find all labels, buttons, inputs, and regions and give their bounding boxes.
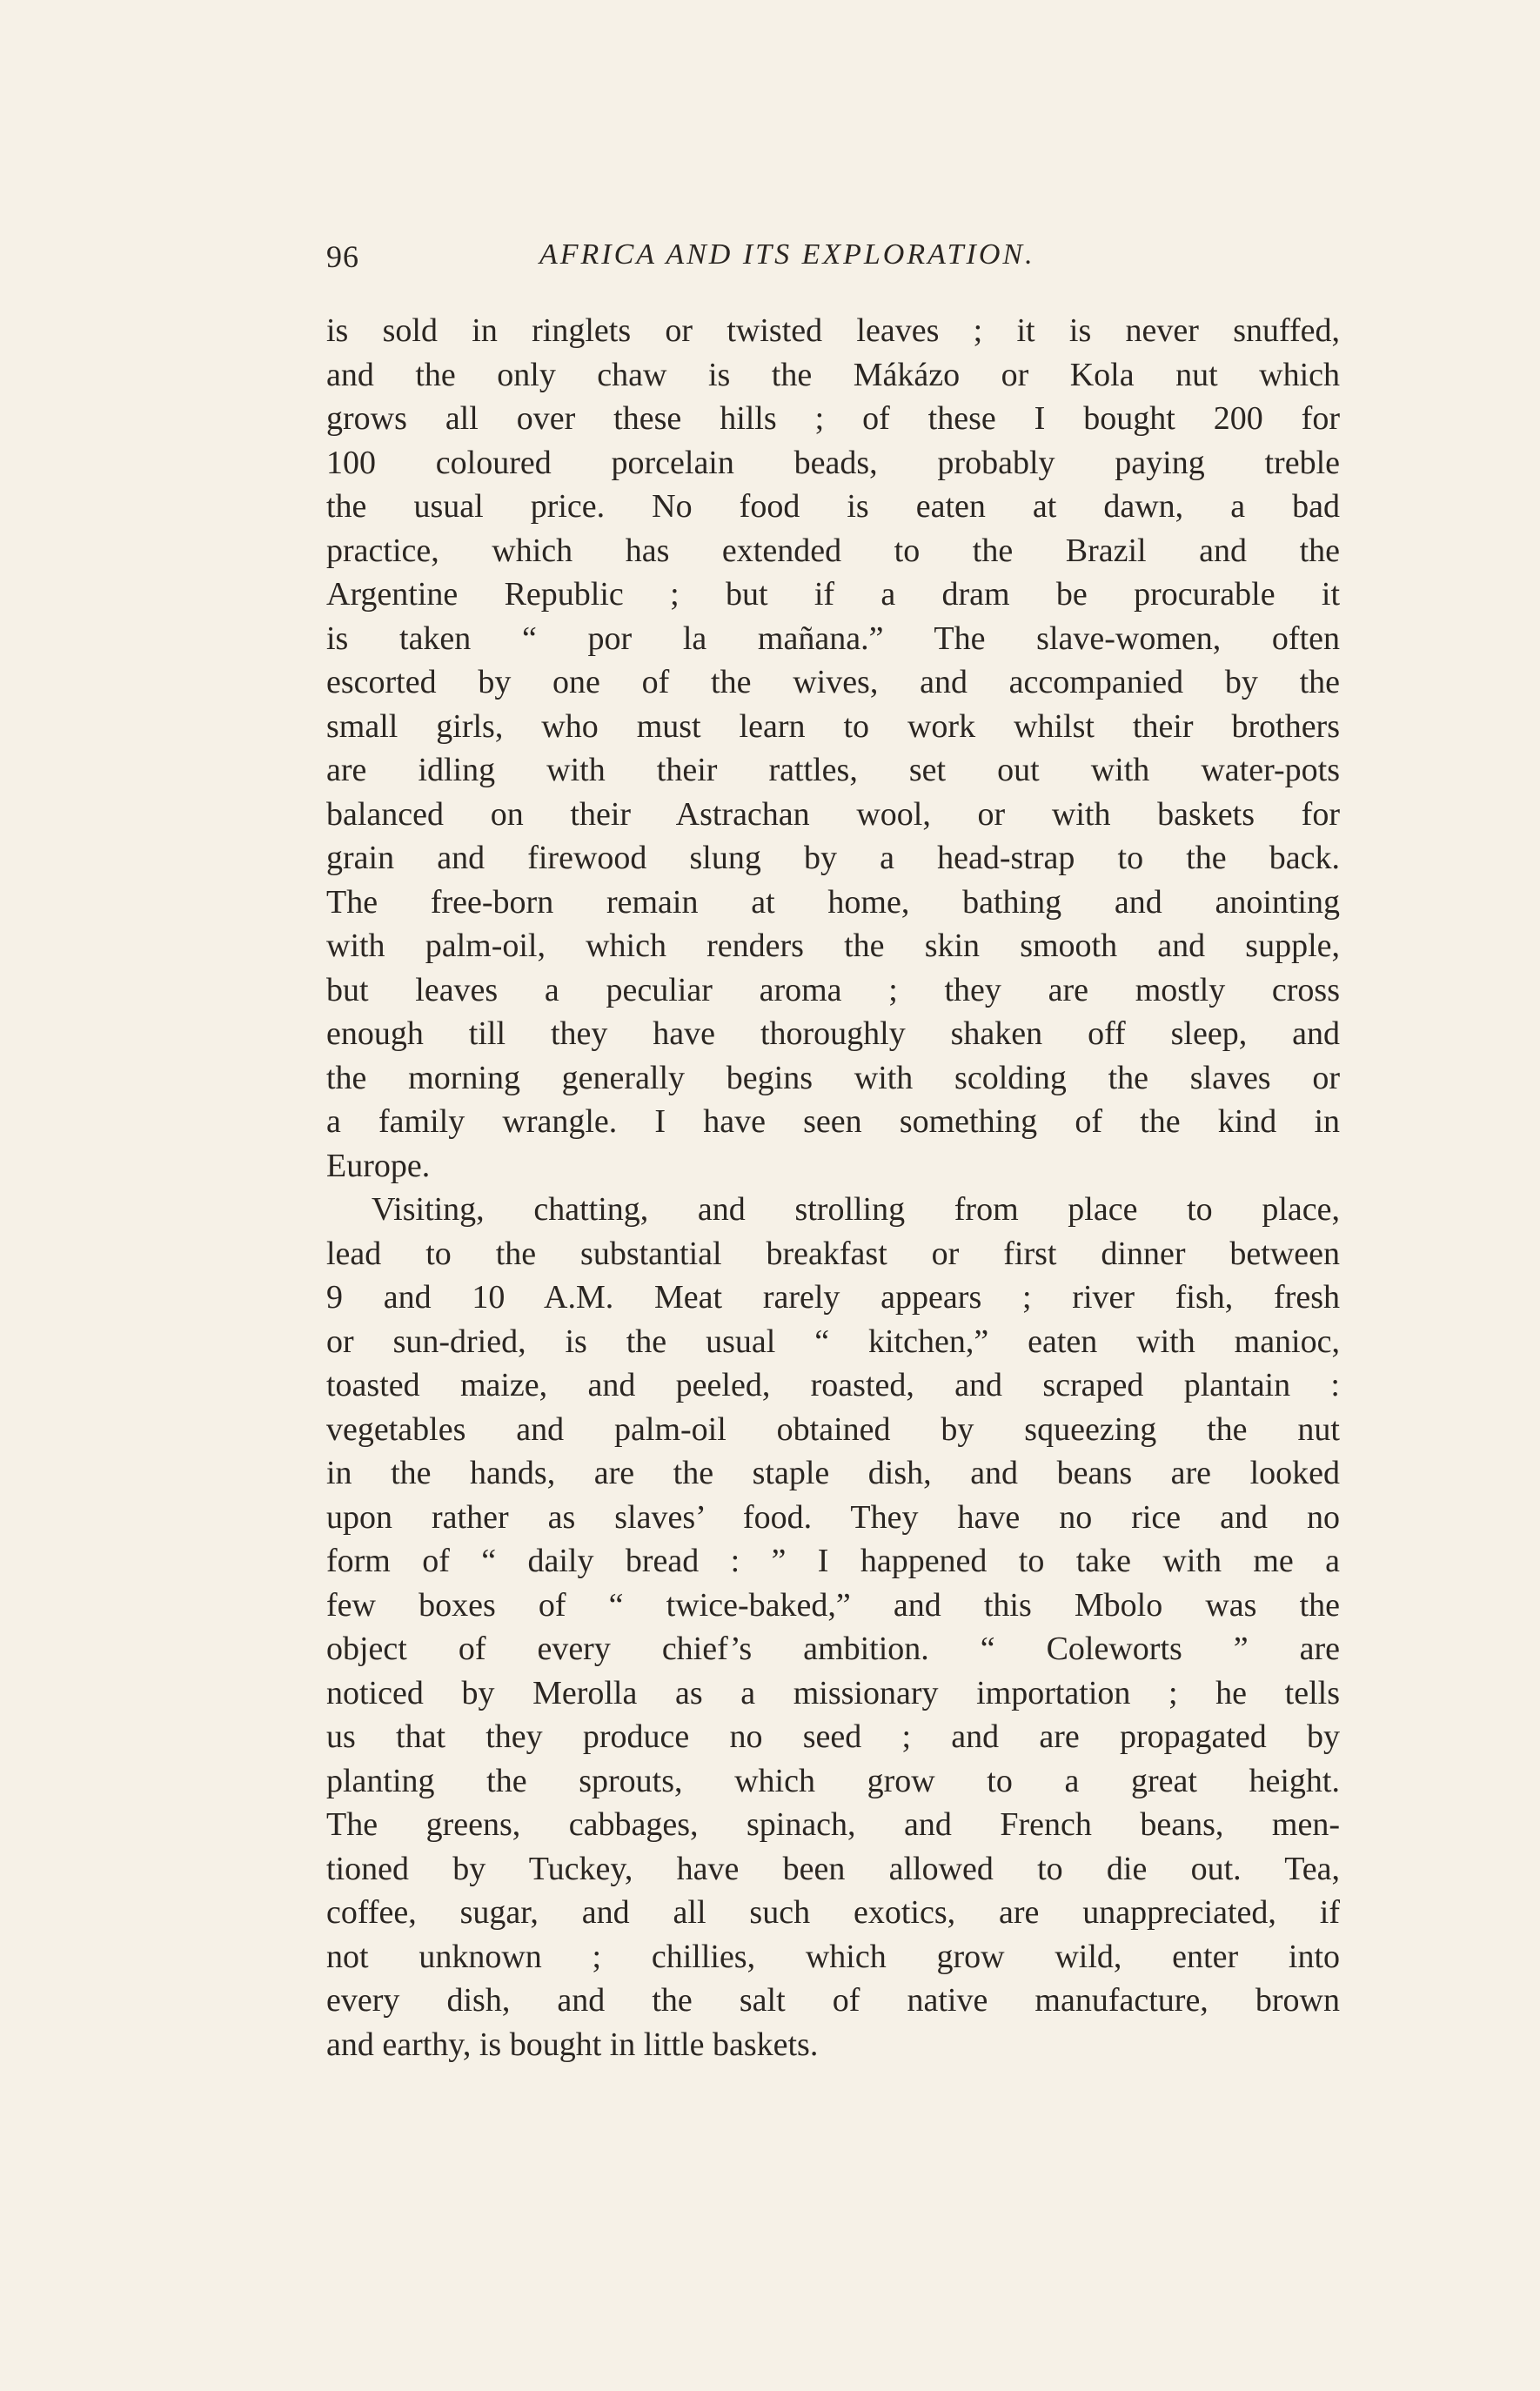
- text-line: grain and firewood slung by a head-strap to the back.: [326, 840, 1340, 876]
- text-line: is taken “ por la mañana.” The slave-women, often: [326, 620, 1340, 657]
- text-line: upon rather as slaves’ food. They have no rice and no: [326, 1498, 1340, 1536]
- text-line: every dish, and the salt of native manufacture, brown: [326, 1982, 1340, 2019]
- text-line: The free-born remain at home, bathing and anointing: [326, 883, 1340, 921]
- text-line: few boxes of “ twice-baked,” and this Mbolo was the: [326, 1586, 1340, 1624]
- text-line: noticed by Merolla as a missionary importation ; he tells: [326, 1674, 1340, 1711]
- text-line: but leaves a peculiar aroma ; they are mostly cross: [326, 971, 1340, 1008]
- text-line: practice, which has extended to the Brazil and the: [326, 532, 1340, 569]
- text-line: with palm-oil, which renders the skin smooth and supple,: [326, 928, 1340, 964]
- text-line: vegetables and palm-oil obtained by squeezing the nut: [326, 1410, 1340, 1448]
- text-line: Visiting, chatting, and strolling from place to place,: [372, 1191, 1340, 1228]
- text-line: grows all over these hills ; of these I bought 200 for: [326, 400, 1340, 437]
- text-line: and the only chaw is the Mákázo or Kola nut which: [326, 356, 1340, 393]
- text-line: coffee, sugar, and all such exotics, are unappreciated, if: [326, 1894, 1340, 1931]
- text-line: object of every chief’s ambition. “ Coleworts ” are: [326, 1631, 1340, 1667]
- text-line: 100 coloured porcelain beads, probably paying treble: [326, 444, 1340, 481]
- page-header: [326, 238, 1209, 282]
- text-line: tioned by Tuckey, have been allowed to die out. Tea,: [326, 1850, 1340, 1887]
- page-number: 96: [326, 239, 359, 274]
- text-line: are idling with their rattles, set out with water-pots: [326, 752, 1340, 788]
- text-line: small girls, who must learn to work whilst their brothers: [326, 707, 1340, 745]
- text-line: balanced on their Astrachan wool, or with baskets for: [326, 795, 1340, 833]
- text-line: is sold in ringlets or twisted leaves ; it is never snuffed,: [326, 312, 1340, 349]
- text-line: 9 and 10 A.M. Meat rarely appears ; river fish, fresh: [326, 1279, 1340, 1316]
- text-line: Argentine Republic ; but if a dram be procurable it: [326, 576, 1340, 613]
- text-line: lead to the substantial breakfast or first dinner between: [326, 1235, 1340, 1272]
- text-line: escorted by one of the wives, and accompanied by the: [326, 664, 1340, 700]
- text-line: enough till they have thoroughly shaken off sleep, and: [326, 1015, 1340, 1052]
- text-line: the usual price. No food is eaten at dawn, a bad: [326, 488, 1340, 525]
- text-line: the morning generally begins with scolding the slaves or: [326, 1059, 1340, 1096]
- text-line: and earthy, is bought in little baskets.: [326, 2026, 819, 2063]
- text-line: not unknown ; chillies, which grow wild, enter into: [326, 1938, 1340, 1975]
- text-line: The greens, cabbages, spinach, and French beans, men-: [326, 1806, 1340, 1843]
- text-line: a family wrangle. I have seen something of the kind in: [326, 1103, 1340, 1140]
- text-line: planting the sprouts, which grow to a great height.: [326, 1762, 1340, 1799]
- running-head: AFRICA AND ITS EXPLORATION.: [539, 238, 1035, 271]
- text-line: us that they produce no seed ; and are propagated by: [326, 1718, 1340, 1755]
- text-line: or sun-dried, is the usual “ kitchen,” eaten with manioc,: [326, 1323, 1340, 1360]
- text-line: form of “ daily bread : ” I happened to take with me a: [326, 1543, 1340, 1579]
- body-text: [326, 309, 1340, 2066]
- text-line: toasted maize, and peeled, roasted, and scraped plantain :: [326, 1367, 1340, 1403]
- text-line: in the hands, are the staple dish, and beans are looked: [326, 1455, 1340, 1491]
- text-line: Europe.: [326, 1147, 431, 1184]
